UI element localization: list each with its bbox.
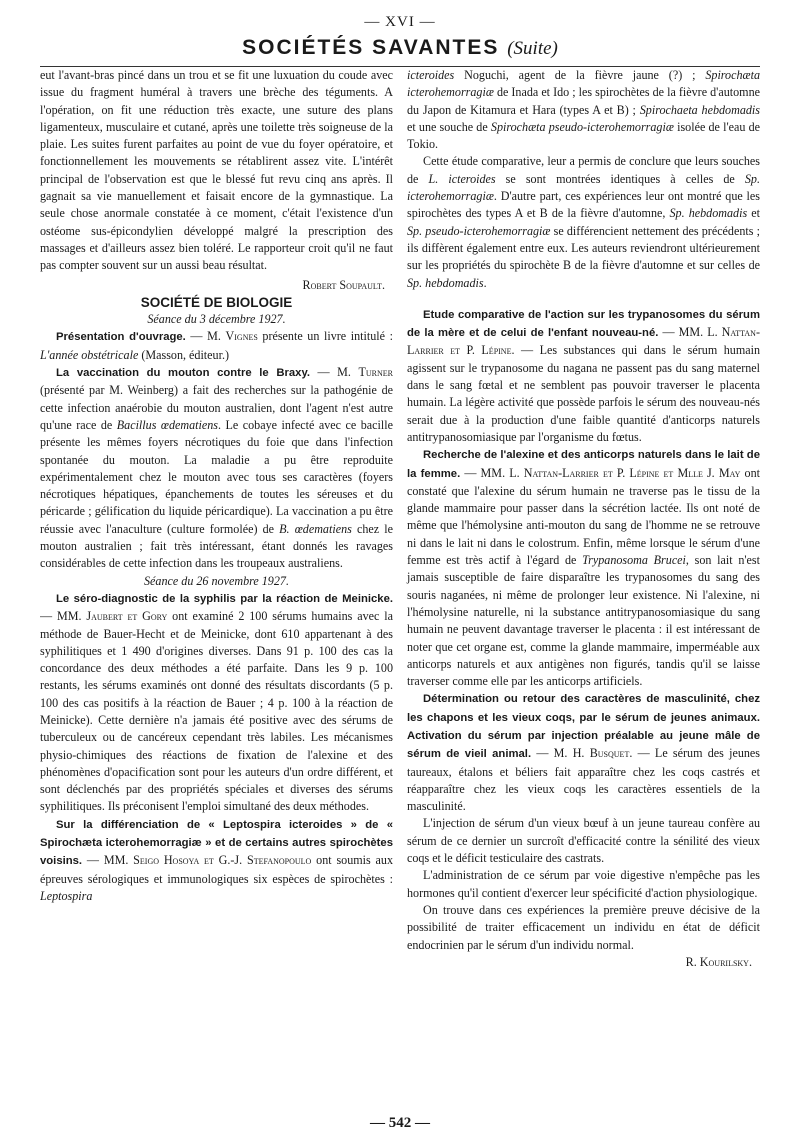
article-heading: Sur la différenciation de « Leptospira icteroides » de « Spirochæta icterohemorragiæ » et de certains autres spirochètes voisins. <box>40 818 393 868</box>
running-head <box>40 36 760 64</box>
species-name: Trypanosoma Brucei <box>582 553 686 568</box>
text-run: — M. <box>185 329 226 344</box>
author-name: Jaubert et Gory <box>86 609 168 624</box>
author-name: Seigo Hosoya et G.-J. Stefanopoulo <box>133 853 312 868</box>
text-run: . D'autre part, ces expériences leur ont montré que les spirochètes des types A et B de la fièvre d'automne, <box>407 189 760 221</box>
species-name: Sp. hebdomadis <box>407 275 484 290</box>
text-run: — M. <box>531 746 573 761</box>
species-name: Sp. pseudo-icterohemorragiæ <box>407 223 551 238</box>
author-name: L. Nattan-Larrier et P. Lépine <box>407 325 760 358</box>
right-column <box>407 67 760 1081</box>
species-name: Sp. icterohemorragiæ <box>407 171 760 204</box>
book-title: L'année obstétricale <box>40 347 139 362</box>
article-heading: Etude comparative de l'action sur les trypanosomes du sérum de la mère et de celui de l'enfant nouveau-né. <box>407 308 760 340</box>
text-run: présente un livre intitulé : <box>257 329 393 344</box>
paragraph: On trouve dans ces expériences la première preuve décisive de la possibilité de traiter efficacement un individu en état de déficit endocrinien par le sérum d'un individu normal. <box>407 902 760 952</box>
article-masculinite <box>407 690 760 815</box>
text-run: (Masson, éditeur.) <box>138 347 229 362</box>
session-date: Séance du 26 novembre 1927. <box>144 573 289 588</box>
text-run: (présenté par M. Weinberg) a fait des recherches sur la pathogénie de cette infection anaérobie du mouton australien, dont l'agent n'est autre qu'une race de <box>40 383 393 432</box>
article-heading: Détermination ou retour des caractères de masculinité, chez les chapons et les vieux coqs, par le sérum de jeunes animaux. Activation du sérum par injection préalable au jeune mâle de sérum de vieil animal. <box>407 693 760 761</box>
session-date: Séance du 3 décembre 1927. <box>147 312 286 327</box>
species-name: Spirochaeta hebdomadis <box>639 102 760 117</box>
text-run: — M. <box>310 365 359 380</box>
species-name: Spirochæta pseudo-icterohemorragiæ <box>490 119 674 134</box>
text-run: — MM. <box>658 325 708 340</box>
continued-paragraph <box>407 67 760 153</box>
species-name: L. icteroides <box>428 171 496 186</box>
roman-folio: — XVI — <box>364 14 436 30</box>
text-run: se différencient nettement des précédents ; ils diffèrent également entre eux. Les auteurs reviendront ultérieurement sur les propriétés du spirochète B de la fièvre d'automne et sur celles de <box>407 223 760 273</box>
species-name: Spirochæta icterohemorragiæ <box>407 68 760 100</box>
paragraph: L'administration de ce sérum par voie digestive n'empêche pas les hormones qu'il contient d'exercer leur spécificité d'action physiologique. <box>407 868 760 900</box>
author-signature: Robert Soupault. <box>302 277 385 292</box>
text-run: ont examiné 2 100 sérums humains avec la méthode de Bauer-Hecht et de Meinicke, dont 610 appartenant à des syphilitiques et 1 490 d'origines diverses. Dans 91 p. 100 des cas la concordance des deux méthodes a été parfaite. Dans les 9 p. 100 restants, les sérums examinés ont donné des résultats discordants (5 p. 100 des cas positifs à la réaction de Bauer ; 4 p. 100 à la réaction de Meinicke). Cette dernière n'a jamais été positive avec des sérums de tuberculeux ou de cancéreux cependant très labiles. Les mécanismes physio-chimiques des réactions de fixation de l'alexine et des phénomènes d'opacification sont pour les auteurs d'un ordre différent, et sont déclenchés par des propriétés spéciales et diverses des sérums syphilitiques. Ils préconisent l'emploi simultané des deux méthodes. <box>40 609 394 814</box>
text-run: , son lait n'est jamais susceptible de faire disparaître les trypanosomes du sang des souris naganées, ni même de prolonger leur existence. Ni l'alexine, ni l'hémolysine naturelle, ni la substance antitrypanosomiasique du sang humain ne peuvent davantage traverser le placenta : il est intéressant de noter que cet organe est, comme la glande mammaire, imperméable aux anticorps naturels et aux antigènes non figurés, tandis qu'il se laisse traverser comme elle par les anticorps artificiels. <box>407 553 760 689</box>
article-trypanosomes <box>407 306 760 446</box>
text-run: — MM. <box>460 465 510 480</box>
species-name: B. œdematiens <box>279 521 352 536</box>
spacer <box>407 292 760 306</box>
text-run: . — Le sérum des jeunes taureaux, étalons et béliers fait apparaître chez les coqs castrés et réapparaître chez les vieux coqs les caractères essentiels de la masculinité. <box>407 746 760 814</box>
text-run: . — Les substances qui dans le sérum humain agissent sur le trypanosome du nagana ne passent pas du sang maternel dans le sang fœtal et ne semblent pas pouvoir traverser le placenta humain. La légère activité que possède parfois le sérum des nouveau-nés serait due à la production d'une faible quantité d'anticorps naturels antitrypanosomiasique par l'organisme du fœtus. <box>407 343 760 444</box>
article-leptospira <box>40 816 393 905</box>
author-name: L. Nattan-Larrier et P. Lépine et Mlle J. May <box>509 465 741 480</box>
text-run: Cette étude comparative, leur a permis de conclure que leurs souches de <box>407 154 760 186</box>
page-number: — 542 — <box>370 1115 430 1131</box>
text-run: ont constaté que l'alexine du sérum humain ne traverse pas le tissu de la glande mammaire pour passer dans la sécrétion lactée. Ils ont noté de même que l'hémolysine anti-mouton du sang de l'homme ne se retrouve ni dans le lait ni dans le colostrum. Enfin, même lorsque le sérum d'une femme est très actif à l'égard de <box>407 465 760 568</box>
species-name: Leptospira <box>40 888 93 903</box>
author-name: Turner <box>358 365 393 380</box>
running-head-title: SOCIÉTÉS SAVANTES <box>242 36 500 59</box>
author-name: Vignes <box>225 329 258 344</box>
text-run: ont soumis aux épreuves sérologiques et immunologiques six espèces de spirochètes : <box>40 853 393 886</box>
text-run: isolée de l'eau de Tokio. <box>407 119 760 152</box>
article-alexine <box>407 446 760 690</box>
conclusion-paragraph <box>407 153 760 291</box>
article-heading: La vaccination du mouton contre le Braxy. <box>56 367 311 380</box>
text-run: Noguchi, agent de la fièvre jaune (?) ; <box>454 68 706 82</box>
author-name: H. Busquet <box>572 746 630 761</box>
text-run: — MM. <box>40 609 87 624</box>
author-signature: R. Kourilsky. <box>685 954 752 969</box>
article-heading: Recherche de l'alexine et des anticorps naturels dans le lait de la femme. <box>407 449 760 480</box>
article-heading: Le séro-diagnostic de la syphilis par la réaction de Meinicke. <box>56 592 393 605</box>
paragraph: L'injection de sérum d'un vieux bœuf à un jeune taureau confère au sérum de ce dernier un surcroît d'efficacité contre la sénilité des vieux coqs et le déficit testiculaire des castrats. <box>407 816 760 866</box>
text-run: . <box>483 275 487 290</box>
two-columns <box>40 67 760 1081</box>
text-run: se sont montrées identiques à celles de <box>495 171 745 186</box>
continued-paragraph: eut l'avant-bras pincé dans un trou et se fit une luxuation du coude avec issue du fragment huméral à travers une brèche des téguments. A l'opération, on fit une réduction très exacte, une suture des plans ligamenteux, musculaire et cutané, après une toilette très soigneuse de la plaie. Les suites furent parfaites au point de vue du foyer opératoire, et fonctionnellement les mouvements se rétablirent assez vite. L'intérêt principal de l'observation est que le blessé fut revu cinq ans après. Il gagnait sa vie manuellement et faisait encore de la gymnastique. La seule chose anormale constatée à ce moment, c'était l'existence d'un ostéome sus-épicondylien développé malgré la prescription des massages et d'ailleurs assez bien toléré. Le rapporteur croit qu'il ne faut pas compter souvent sur un aussi beau résultat. <box>40 68 393 273</box>
species-name: Sp. hebdomadis <box>669 206 748 221</box>
text-run: et <box>747 206 760 221</box>
article-book-presentation <box>40 328 393 364</box>
text-run: . Le cobaye infecté avec ce bacille présente les mêmes foyers nécrotiques du foie que dans l'infection spontanée du mouton. La maladie a pu être reproduite expérimentalement chez le mouton avec tous ses caractères (foyers nécrotiques hépatiques, épanchements de toutes les séreuses et du péricarde ; gélification du liquide péricardique). La vaccination a pu être réussie avec l'anaculture (culture formolée) de <box>40 417 393 536</box>
text-run: et une souche de <box>407 119 491 134</box>
text-run: de Inada et Ido ; les spirochètes de la fièvre d'automne du Japon de Kitamura et Hara (types A et B) ; <box>407 85 760 117</box>
left-column <box>40 67 393 1081</box>
article-heading: Présentation d'ouvrage. <box>56 331 186 344</box>
article-meinicke <box>40 590 393 816</box>
society-heading: SOCIÉTÉ DE BIOLOGIE <box>140 294 293 310</box>
species-name: icteroides <box>407 68 455 82</box>
text-run: chez le mouton australien ; fait très intéressant, étant donnés les ravages considérables de cette infection dans les troupeaux australiens. <box>40 521 393 571</box>
article-braxy <box>40 364 393 573</box>
text-run: — MM. <box>82 853 134 868</box>
running-head-suite: (Suite) <box>507 38 558 59</box>
species-name: Bacillus œdematiens <box>116 417 218 432</box>
